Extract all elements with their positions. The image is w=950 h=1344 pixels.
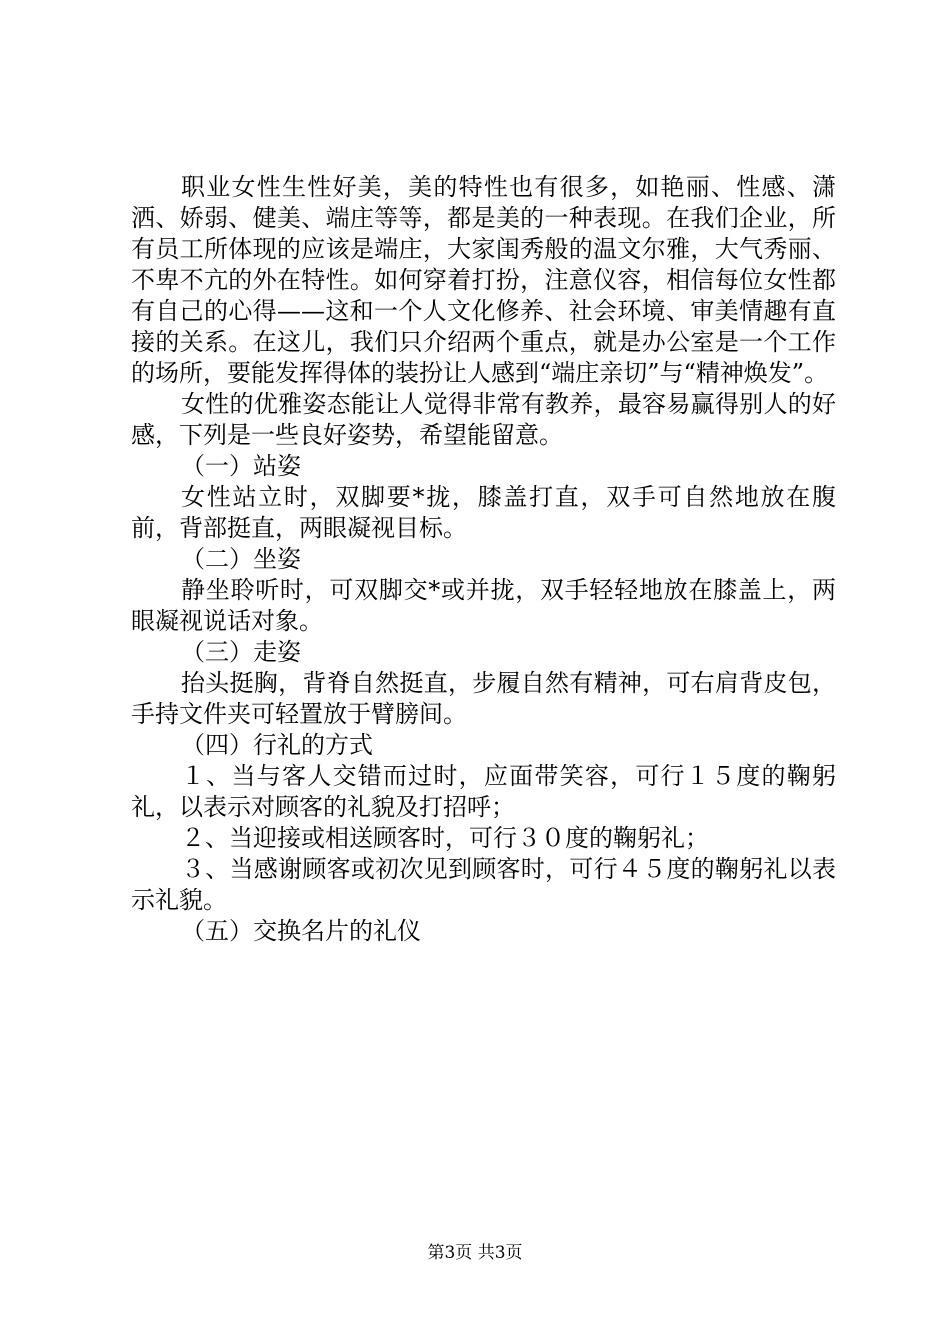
section-heading: （五）交换名片的礼仪 — [181, 917, 421, 945]
list-item: ３、当感谢顾客或初次见到顾客时，可行４５度的鞠躬礼以表示礼貌。 — [131, 855, 836, 914]
section-heading: （三）走姿 — [181, 638, 301, 666]
section-heading: （一）站姿 — [181, 452, 301, 480]
section-heading: （四）行礼的方式 — [181, 731, 373, 759]
document-body — [131, 172, 836, 947]
list-item: ２、当迎接或相送顾客时，可行３０度的鞠躬礼； — [181, 824, 709, 852]
page-footer — [0, 1242, 950, 1264]
paragraph: 静坐聆听时，可双脚交*或并拢，双手轻轻地放在膝盖上，两眼凝视说话对象。 — [131, 576, 836, 635]
section-heading: （二）坐姿 — [181, 545, 301, 573]
paragraph: 女性的优雅姿态能让人觉得非常有教养，最容易赢得别人的好感，下列是一些良好姿势，希望能留意。 — [131, 390, 836, 449]
paragraph: 抬头挺胸，背脊自然挺直，步履自然有精神，可右肩背皮包，手持文件夹可轻置放于臂膀间。 — [131, 669, 836, 728]
page-number: 第3页 共3页 — [427, 1243, 523, 1263]
paragraph: 职业女性生性好美，美的特性也有很多，如艳丽、性感、潇洒、娇弱、健美、端庄等等，都是美的一种表现。在我们企业，所有员工所体现的应该是端庄，大家闺秀般的温文尔雅，大气秀丽、不卑不亢的外在特性。如何穿着打扮，注意仪容，相信每位女性都有自己的心得——这和一个人文化修养、社会环境、审美情趣有直接的关系。在这儿，我们只介绍两个重点，就是办公室是一个工作的场所，要能发挥得体的装扮让人感到“端庄亲切”与“精神焕发”。 — [131, 173, 836, 387]
paragraph: 女性站立时，双脚要*拢，膝盖打直，双手可自然地放在腹前，背部挺直，两眼凝视目标。 — [131, 483, 836, 542]
list-item: １、当与客人交错而过时，应面带笑容，可行１５度的鞠躬礼，以表示对顾客的礼貌及打招呼； — [131, 762, 836, 821]
